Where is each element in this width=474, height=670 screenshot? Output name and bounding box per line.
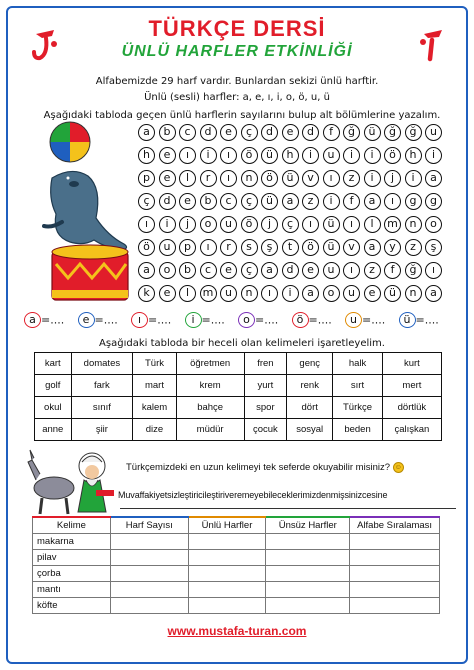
letter-circle: g [425,193,442,210]
word-cell[interactable]: golf [35,375,72,397]
table-row [35,397,442,419]
longest-word-question: Türkçemizdeki en uzun kelimeyi tek seferde okuyabilir misiniz? ☺ [126,462,402,474]
word-cell[interactable]: yurt [244,375,287,397]
word-cell[interactable]: çalışkan [382,419,441,441]
letter-circle: d [200,124,217,141]
letter-circle: r [220,239,237,256]
letter-circle: z [364,262,381,279]
letter-circle: u [425,124,442,141]
letter-circle: ö [138,239,155,256]
letter-circle: u [159,239,176,256]
letter-circle: ü [261,147,278,164]
letter-circle: b [179,262,196,279]
word-cell[interactable]: fark [71,375,133,397]
page-title: TÜRKÇE DERSİ [148,16,326,41]
word-cell[interactable]: genç [287,353,333,375]
vowel-count-item [292,312,332,330]
letter-circle: h [138,147,155,164]
letter-circle: e [179,193,196,210]
answer-cell[interactable] [350,581,440,597]
letter-circle: ı [323,170,340,187]
vowel-count-row [24,312,454,330]
letter-circle: u [323,147,340,164]
letter-circle: ö [261,170,278,187]
word-cell[interactable]: sınıf [71,397,133,419]
word-cell[interactable]: halk [333,353,383,375]
letter-circle: b [200,193,217,210]
letter-circle: ğ [384,124,401,141]
letter-circle: ç [241,124,258,141]
vowel-list: Ünlü (sesli) harfler: a, e, ı, i, o, ö, u, ü [144,92,330,103]
letter-circle: i [364,170,381,187]
letter-circle: n [241,285,258,302]
letter-circle: ç [138,193,155,210]
word-cell[interactable]: domates [71,353,133,375]
letter-circle: u [323,262,340,279]
table-header-row [33,517,440,533]
letter-circle: ü [364,124,381,141]
letter-circle: a [282,193,299,210]
column-header: Ünsüz Harfler [266,517,350,533]
letter-circle: y [384,239,401,256]
vowel-count-blank[interactable]: =.... [201,313,225,327]
vowel-count-item [399,312,439,330]
word-cell[interactable]: dört [287,397,333,419]
letter-circle: k [138,285,155,302]
answer-cell[interactable] [110,581,188,597]
word-cell[interactable]: fren [244,353,287,375]
word-cell[interactable]: okul [35,397,72,419]
smiley-icon: ☺ [394,464,402,471]
answer-cell[interactable] [110,533,188,549]
letter-circle: ü [261,193,278,210]
vowel-count-blank[interactable]: =.... [148,313,172,327]
letter-circle: m [384,216,401,233]
letter-circle: i [200,147,217,164]
letter-circle: c [179,124,196,141]
vowel-count-item [78,312,118,330]
letter-circle: d [261,124,278,141]
vowel-count-item [238,312,278,330]
vowel-circle: ö [292,312,309,328]
letter-circle: a [261,262,278,279]
word-cell[interactable]: öğretmen [176,353,244,375]
word-cell[interactable]: şiir [71,419,133,441]
activity-subtitle: ÜNLÜ HARFLER ETKİNLİĞİ [121,43,353,60]
word-name-cell: makarna [33,533,111,549]
letter-circle: s [241,239,258,256]
word-cell[interactable]: krem [176,375,244,397]
answer-cell[interactable] [110,565,188,581]
letter-circle: ö [241,147,258,164]
word-cell[interactable]: dörtlük [382,397,441,419]
letter-circle: ü [323,216,340,233]
word-cell[interactable]: mert [382,375,441,397]
letter-circle: ş [261,239,278,256]
letter-circle: u [343,285,360,302]
word-cell[interactable]: kart [35,353,72,375]
answer-cell[interactable] [266,581,350,597]
letter-circle: ı [261,285,278,302]
grid-instruction: Aşağıdaki tabloda geçen ünlü harflerin sayılarını bulup alt bölümlerine yazalım. [43,110,441,121]
letter-circle: z [343,170,360,187]
answer-cell[interactable] [350,549,440,565]
letter-circle: j [384,170,401,187]
word-cell[interactable]: spor [244,397,287,419]
letter-circle: l [179,170,196,187]
vowel-circle: u [345,312,362,328]
letter-circle: ı [179,147,196,164]
letter-circle: ı [343,216,360,233]
alphabet-info: Alfabemizde 29 harf vardır. Bunlardan sekizi ünlü harftir. [95,76,379,87]
letter-circle: b [159,124,176,141]
letter-circle: ç [241,262,258,279]
letter-circle: a [138,262,155,279]
letter-circle: ğ [343,124,360,141]
letter-circle: e [364,285,381,302]
word-cell[interactable]: mart [133,375,176,397]
letter-circle: ç [241,193,258,210]
letter-circle: t [282,239,299,256]
letter-circle: a [364,239,381,256]
word-name-cell: pilav [33,549,111,565]
letter-circle: n [405,216,422,233]
word-cell[interactable]: çocuk [244,419,287,441]
letter-circle: p [179,239,196,256]
letter-circle: c [200,262,217,279]
word-cell[interactable]: kalem [133,397,176,419]
letter-circle: ğ [405,124,422,141]
letter-circle: r [200,170,217,187]
letter-circle: ü [282,170,299,187]
table-row [33,597,440,613]
letter-circle: u [220,216,237,233]
table-row [33,549,440,565]
letter-circle: z [302,193,319,210]
answer-cell[interactable] [110,597,188,613]
word-cell[interactable]: Türk [133,353,176,375]
letter-circle: ğ [405,262,422,279]
letter-circle: ü [323,239,340,256]
vowel-count-blank[interactable]: =.... [255,313,279,327]
letter-circle: c [220,193,237,210]
vowel-count-blank[interactable]: =.... [41,313,65,327]
answer-line [120,508,456,509]
word-cell[interactable]: sosyal [287,419,333,441]
letter-circle: h [405,147,422,164]
letter-circle: n [241,170,258,187]
letter-circle: i [302,147,319,164]
letter-circle: ç [282,216,299,233]
table-row [33,533,440,549]
word-cell[interactable]: anne [35,419,72,441]
column-header: Alfabe Sıralaması [350,517,440,533]
answer-cell[interactable] [266,597,350,613]
letter-circle: d [159,193,176,210]
letter-circle: o [200,216,217,233]
answer-cell[interactable] [110,549,188,565]
letter-circle: j [179,216,196,233]
letter-circle: v [343,239,360,256]
answer-cell[interactable] [350,565,440,581]
letter-circle: a [425,285,442,302]
column-header: Kelime [33,517,111,533]
vowel-count-item [185,312,225,330]
answer-cell[interactable] [188,581,266,597]
word-cell[interactable]: Türkçe [333,397,383,419]
letter-circle: ı [343,262,360,279]
letter-circle: a [138,124,155,141]
vowel-count-blank[interactable]: =.... [308,313,332,327]
letter-circle: a [302,285,319,302]
letter-circle: e [159,147,176,164]
vowel-count-blank[interactable]: =.... [415,313,439,327]
answer-cell[interactable] [188,533,266,549]
column-header: Ünlü Harfler [188,517,266,533]
vowel-circle: ü [399,312,416,328]
word-name-cell: çorba [33,565,111,581]
letter-circle: i [282,285,299,302]
table-row [33,581,440,597]
letter-circle: ü [384,285,401,302]
letter-circle: f [384,262,401,279]
letter-circle: l [179,285,196,302]
answer-cell[interactable] [266,533,350,549]
letter-circle: f [343,193,360,210]
vowel-circle: ı [131,312,148,328]
letter-circle: m [200,285,217,302]
letter-circle: i [159,216,176,233]
letter-circle: j [261,216,278,233]
vowel-count-item [131,312,171,330]
table-row [35,419,442,441]
longest-word: Muvaffakiyetsizleştiricileştiriveremeyebileceklerimizdenmişsinizcesine [118,490,388,500]
letter-circle: l [364,216,381,233]
word-cell[interactable]: bahçe [176,397,244,419]
letter-circle: z [405,239,422,256]
word-cell[interactable]: beden [333,419,383,441]
vowel-count-item [24,312,64,330]
letter-circle: f [323,124,340,141]
seal-with-ball-illustration [22,118,142,308]
word-cell[interactable]: dize [133,419,176,441]
answer-cell[interactable] [266,565,350,581]
letter-circle: a [425,170,442,187]
word-cell[interactable]: müdür [176,419,244,441]
letter-circle: ö [384,147,401,164]
letter-circle: ı [384,193,401,210]
letter-circle: e [159,170,176,187]
letter-circle: n [405,285,422,302]
table-row [35,353,442,375]
answer-cell[interactable] [350,533,440,549]
letter-circle: e [220,124,237,141]
word-name-cell: köfte [33,597,111,613]
answer-cell[interactable] [188,565,266,581]
letter-circle: a [364,193,381,210]
letter-circle: e [159,285,176,302]
vowel-count-item [345,312,385,330]
vowel-circle: o [238,312,255,328]
vowel-count-blank[interactable]: =.... [362,313,386,327]
letter-circle: u [220,285,237,302]
table-row [35,375,442,397]
word-cell[interactable]: sırt [333,375,383,397]
word-cell[interactable]: kurt [382,353,441,375]
column-header: Harf Sayısı [110,517,188,533]
website-link[interactable]: www.mustafa-turan.com [167,624,307,638]
vowel-circle: e [78,312,95,328]
letter-circle: i [323,193,340,210]
letter-circle: g [405,193,422,210]
vowel-circle: a [24,312,41,328]
answer-cell[interactable] [266,549,350,565]
vowel-circle: i [185,312,202,328]
letter-circle: o [425,216,442,233]
letter-circle: p [138,170,155,187]
word-cell[interactable]: renk [287,375,333,397]
nasreddin-hodja-donkey-illustration [26,446,126,518]
word-name-cell: mantı [33,581,111,597]
letter-circle: e [302,262,319,279]
letter-circle: ı [302,216,319,233]
letter-circle: o [159,262,176,279]
letter-circle: ı [220,170,237,187]
letter-circle: h [282,147,299,164]
letter-circle: ö [241,216,258,233]
letter-circle: i [364,147,381,164]
word-table-instruction: Aşağıdaki tabloda bir heceli olan kelimeleri işaretleyelim. [99,338,385,349]
letter-circle: ö [302,239,319,256]
answer-cell[interactable] [350,597,440,613]
letter-circle: ı [425,262,442,279]
letter-circle: e [282,124,299,141]
letter-circle: v [302,170,319,187]
letter-circle: o [323,285,340,302]
word-analysis-table [32,516,440,614]
letter-circle: i [425,147,442,164]
letter-circle: d [302,124,319,141]
letter-circle: ı [138,216,155,233]
letter-circle: d [282,262,299,279]
answer-cell[interactable] [188,597,266,613]
letter-circle: i [343,147,360,164]
answer-cell[interactable] [188,549,266,565]
letter-circle: e [220,262,237,279]
letter-circle: ı [220,147,237,164]
letter-circle: i [405,170,422,187]
letter-circle: ı [200,239,217,256]
one-syllable-word-table [34,352,442,441]
table-row [33,565,440,581]
vowel-count-blank[interactable]: =.... [94,313,118,327]
letter-circle: ş [425,239,442,256]
